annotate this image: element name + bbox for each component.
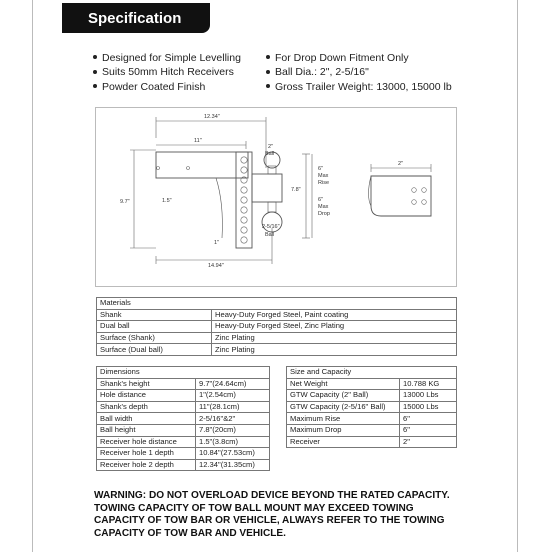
ball-top-word: Ball xyxy=(265,151,275,157)
features-right xyxy=(266,51,452,94)
left-border-line xyxy=(32,0,33,552)
bullet-icon xyxy=(93,84,97,88)
ball-bottom-word: Ball xyxy=(265,232,275,238)
table-row: Shank's height 9.7"(24.64cm) xyxy=(97,378,270,390)
table-row: Surface (Shank) Zinc Plating xyxy=(97,332,457,344)
feature-item: For Drop Down Fitment Only xyxy=(266,51,452,65)
dim-top: 11" xyxy=(194,138,202,144)
bullet-icon xyxy=(93,55,97,59)
table-row: GTW Capacity (2" Ball) 13000 Lbs xyxy=(287,390,457,402)
dim-total-width: 12.34" xyxy=(204,114,220,120)
warning-text: WARNING: DO NOT OVERLOAD DEVICE BEYOND THE RATED CAPACITY. TOWING CAPACITY OF TOW BALL MOUNT MAY EXCEED TOWING CAPACITY OF TOW BAR OR VEHICLE, ALWAYS REFER TO THE TOWING CAPACITY OF TOW BAR AND VEHICLE. xyxy=(94,490,450,539)
table-row: GTW Capacity (2-5/16" Ball) 15000 Lbs xyxy=(287,401,457,413)
table-row: Receiver hole 2 depth 12.34"(31.35cm) xyxy=(97,459,270,471)
technical-drawing xyxy=(95,107,457,287)
feature-item: Ball Dia.: 2", 2-5/16" xyxy=(266,65,452,79)
bullet-icon xyxy=(93,70,97,74)
dim-hole: 1.5" xyxy=(162,198,172,204)
table-row: Receiver 2" xyxy=(287,436,457,448)
table-row: Ball width 2-5/16"&2" xyxy=(97,413,270,425)
ball-bottom-size: 2-5/16" xyxy=(262,224,280,230)
table-row: Receiver hole 1 depth 10.84"(27.53cm) xyxy=(97,448,270,460)
table-row: Receiver hole distance 1.5"(3.8cm) xyxy=(97,436,270,448)
dim-bottom: 14.94" xyxy=(208,263,224,269)
section-header xyxy=(62,3,210,33)
dim-mid: 7.8" xyxy=(291,187,301,193)
materials-table xyxy=(96,297,457,356)
table-row: Net Weight 10.788 KG xyxy=(287,378,457,390)
dim-drop-word1: Max xyxy=(318,204,329,210)
dim-rise-word2: Rise xyxy=(318,180,330,186)
table-row: Shank's depth 11"(28.1cm) xyxy=(97,401,270,413)
table-row: Maximum Drop 6" xyxy=(287,424,457,436)
dimensions-table xyxy=(96,366,270,471)
dim-drop-val: 6" xyxy=(318,197,324,203)
table-row: Shank Heavy-Duty Forged Steel, Paint coating xyxy=(97,309,457,321)
table-row: Maximum Rise 6" xyxy=(287,413,457,425)
table-row: Hole distance 1"(2.54cm) xyxy=(97,390,270,402)
dim-drop-word2: Drop xyxy=(318,211,330,217)
table-row: Dual ball Heavy-Duty Forged Steel, Zinc Plating xyxy=(97,321,457,333)
feature-item: Suits 50mm Hitch Receivers xyxy=(93,65,241,79)
materials-header: Materials xyxy=(97,298,457,310)
technical-drawing-svg xyxy=(96,108,456,286)
features-left xyxy=(93,51,241,94)
size-capacity-table xyxy=(286,366,457,448)
table-row xyxy=(97,298,457,310)
feature-item: Powder Coated Finish xyxy=(93,80,241,94)
table-row xyxy=(287,367,457,379)
dim-1in: 1" xyxy=(214,240,220,246)
bullet-icon xyxy=(266,70,270,74)
ball-top-size: 2" xyxy=(268,144,274,150)
dimensions-header: Dimensions xyxy=(97,367,270,379)
bullet-icon xyxy=(266,84,270,88)
section-title: Specification xyxy=(88,9,182,27)
bullet-icon xyxy=(266,55,270,59)
feature-item: Gross Trailer Weight: 13000, 15000 lb xyxy=(266,80,452,94)
dim-rise-val: 6" xyxy=(318,166,324,172)
right-border-line xyxy=(517,0,518,552)
table-row xyxy=(97,367,270,379)
table-row: Ball height 7.8"(20cm) xyxy=(97,424,270,436)
table-row: Surface (Dual ball) Zinc Plating xyxy=(97,344,457,356)
feature-item: Designed for Simple Levelling xyxy=(93,51,241,65)
size-capacity-header: Size and Capacity xyxy=(287,367,457,379)
receiver-size: 2" xyxy=(398,161,404,167)
dim-rise-word1: Max xyxy=(318,173,329,179)
dim-height: 9.7" xyxy=(120,199,130,205)
